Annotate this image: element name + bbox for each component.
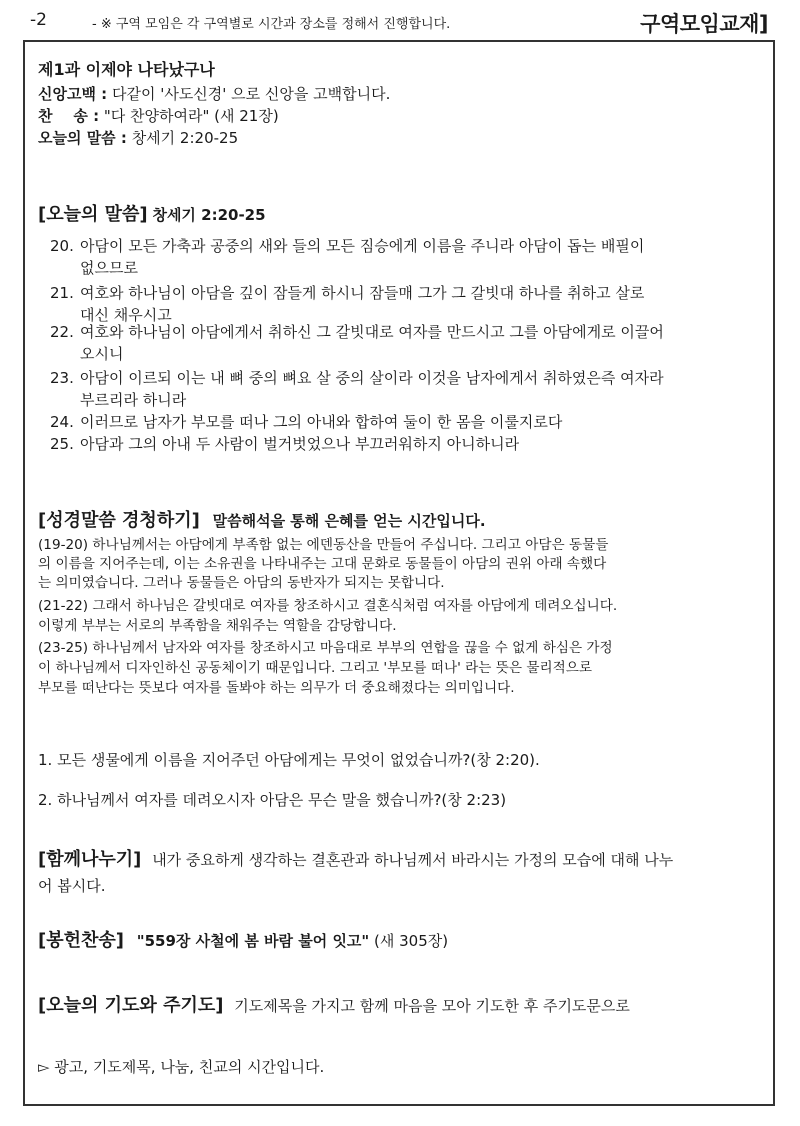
offering-hymn-title: "559장 사철에 봄 바람 불어 잇고" [136,932,370,950]
scripture-ref: 창세기 2:20-25 [152,206,266,224]
sharing-text: 내가 중요하게 생각하는 결혼관과 하나님께서 바라시는 가정의 모습에 대해 나누 [152,851,674,869]
question-2: 2. 하나님께서 여자를 데려오시자 아담은 무슨 말을 했습니까?(창 2:23) [38,791,507,809]
header-note: - ※ 구역 모임은 각 구역별로 시간과 장소를 정해서 진행합니다. [92,17,451,32]
word-label: 오늘의 말씀 : [38,129,127,147]
listening-heading: [성경말씀 경청하기] [38,510,200,531]
confession-line [38,84,390,104]
listening-line-4: (21-22) 그래서 하나님은 갈빗대로 여자를 창조하시고 결혼식처럼 여자를 아담에게 데려오십니다. [38,598,618,614]
page-header [30,8,780,34]
sharing-line [38,850,673,870]
verse-25: 25. 아담과 그의 아내 두 사람이 벌거벗었으나 부끄러워하지 아니하니라 [50,435,520,453]
listening-line-7: 이 하나님께서 디자인하신 공동체이기 때문입니다. 그리고 '부모를 떠나' 라는 뜻은 물리적으로 [38,660,593,676]
sharing-heading: [함께나누기] [38,849,142,870]
listening-line-3: 는 의미였습니다. 그러나 동물들은 아담의 동반자가 되지는 못합니다. [38,575,445,591]
scripture-heading: [오늘의 말씀] [38,204,148,225]
hymn-line [38,106,279,126]
offering-hymn-number: (새 305장) [374,932,449,950]
prayer-line [38,996,630,1016]
verse-22-cont: 오시니 [80,345,124,363]
listening-subtitle: 말씀해석을 통해 은혜를 얻는 시간입니다. [212,512,486,530]
word-line [38,128,238,148]
header-title: 구역모임교재] [640,12,768,36]
verse-22: 22. 여호와 하나님이 아담에게서 취하신 그 갈빗대로 여자를 만드시고 그를 아담에게로 이끌어 [50,323,664,341]
hymn-label: 찬 송 : [38,107,100,125]
prayer-heading: [오늘의 기도와 주기도] [38,995,224,1016]
page-number: -2 [30,10,47,30]
listening-heading-line [38,511,486,531]
sharing-text-cont: 어 봅시다. [38,877,106,895]
verse-23: 23. 아담이 이르되 이는 내 뼈 중의 뼈요 살 중의 살이라 이것을 남자에게서 취하였은즉 여자라 [50,369,664,387]
confession-label: 신앙고백 : [38,85,108,103]
confession-text: 다같이 '사도신경' 으로 신앙을 고백합니다. [111,85,391,103]
listening-line-5: 이렇게 부부는 서로의 부족함을 채워주는 역할을 감당합니다. [38,618,397,634]
prayer-text: 기도제목을 가지고 함께 마음을 모아 기도한 후 주기도문으로 [234,997,630,1015]
listening-line-8: 부모를 떠난다는 뜻보다 여자를 돌봐야 하는 의무가 더 중요해졌다는 의미입니다. [38,680,515,696]
question-1: 1. 모든 생물에게 이름을 지어주던 아담에게는 무엇이 없었습니까?(창 2:20). [38,751,540,769]
verse-21-cont: 대신 채우시고 [80,306,172,324]
lesson-title: 제1과 이제야 나타났구나 [38,60,215,79]
verse-20: 20. 아담이 모든 가축과 공중의 새와 들의 모든 짐승에게 이름을 주니라 아담이 돕는 배필이 [50,237,645,255]
closing-note: ▻ 광고, 기도제목, 나눔, 친교의 시간입니다. [38,1058,325,1076]
word-text: 창세기 2:20-25 [131,129,239,147]
verse-20-cont: 없으므로 [80,259,138,277]
listening-line-1: (19-20) 하나님께서는 아담에게 부족함 없는 에덴동산을 만들어 주십니다. 그리고 아담은 동물들 [38,537,609,553]
verse-24: 24. 이러므로 남자가 부모를 떠나 그의 아내와 합하여 둘이 한 몸을 이룰지로다 [50,413,563,431]
verse-23-cont: 부르리라 하니라 [80,391,187,409]
listening-line-2: 의 이름을 지어주는데, 이는 소유권을 나타내주는 고대 문화로 동물들이 아담의 권위 아래 속했다 [38,556,607,572]
verse-21: 21. 여호와 하나님이 아담을 깊이 잠들게 하시니 잠들매 그가 그 갈빗대 하나를 취하고 살로 [50,284,645,302]
hymn-text: "다 찬양하여라" (새 21장) [103,107,279,125]
listening-line-6: (23-25) 하나님께서 남자와 여자를 창조하시고 마음대로 부부의 연합을 끊을 수 없게 하심은 가정 [38,640,613,656]
offering-hymn-heading: [봉헌찬송] [38,930,125,951]
offering-hymn-line [38,931,448,951]
scripture-heading-line [38,205,266,225]
